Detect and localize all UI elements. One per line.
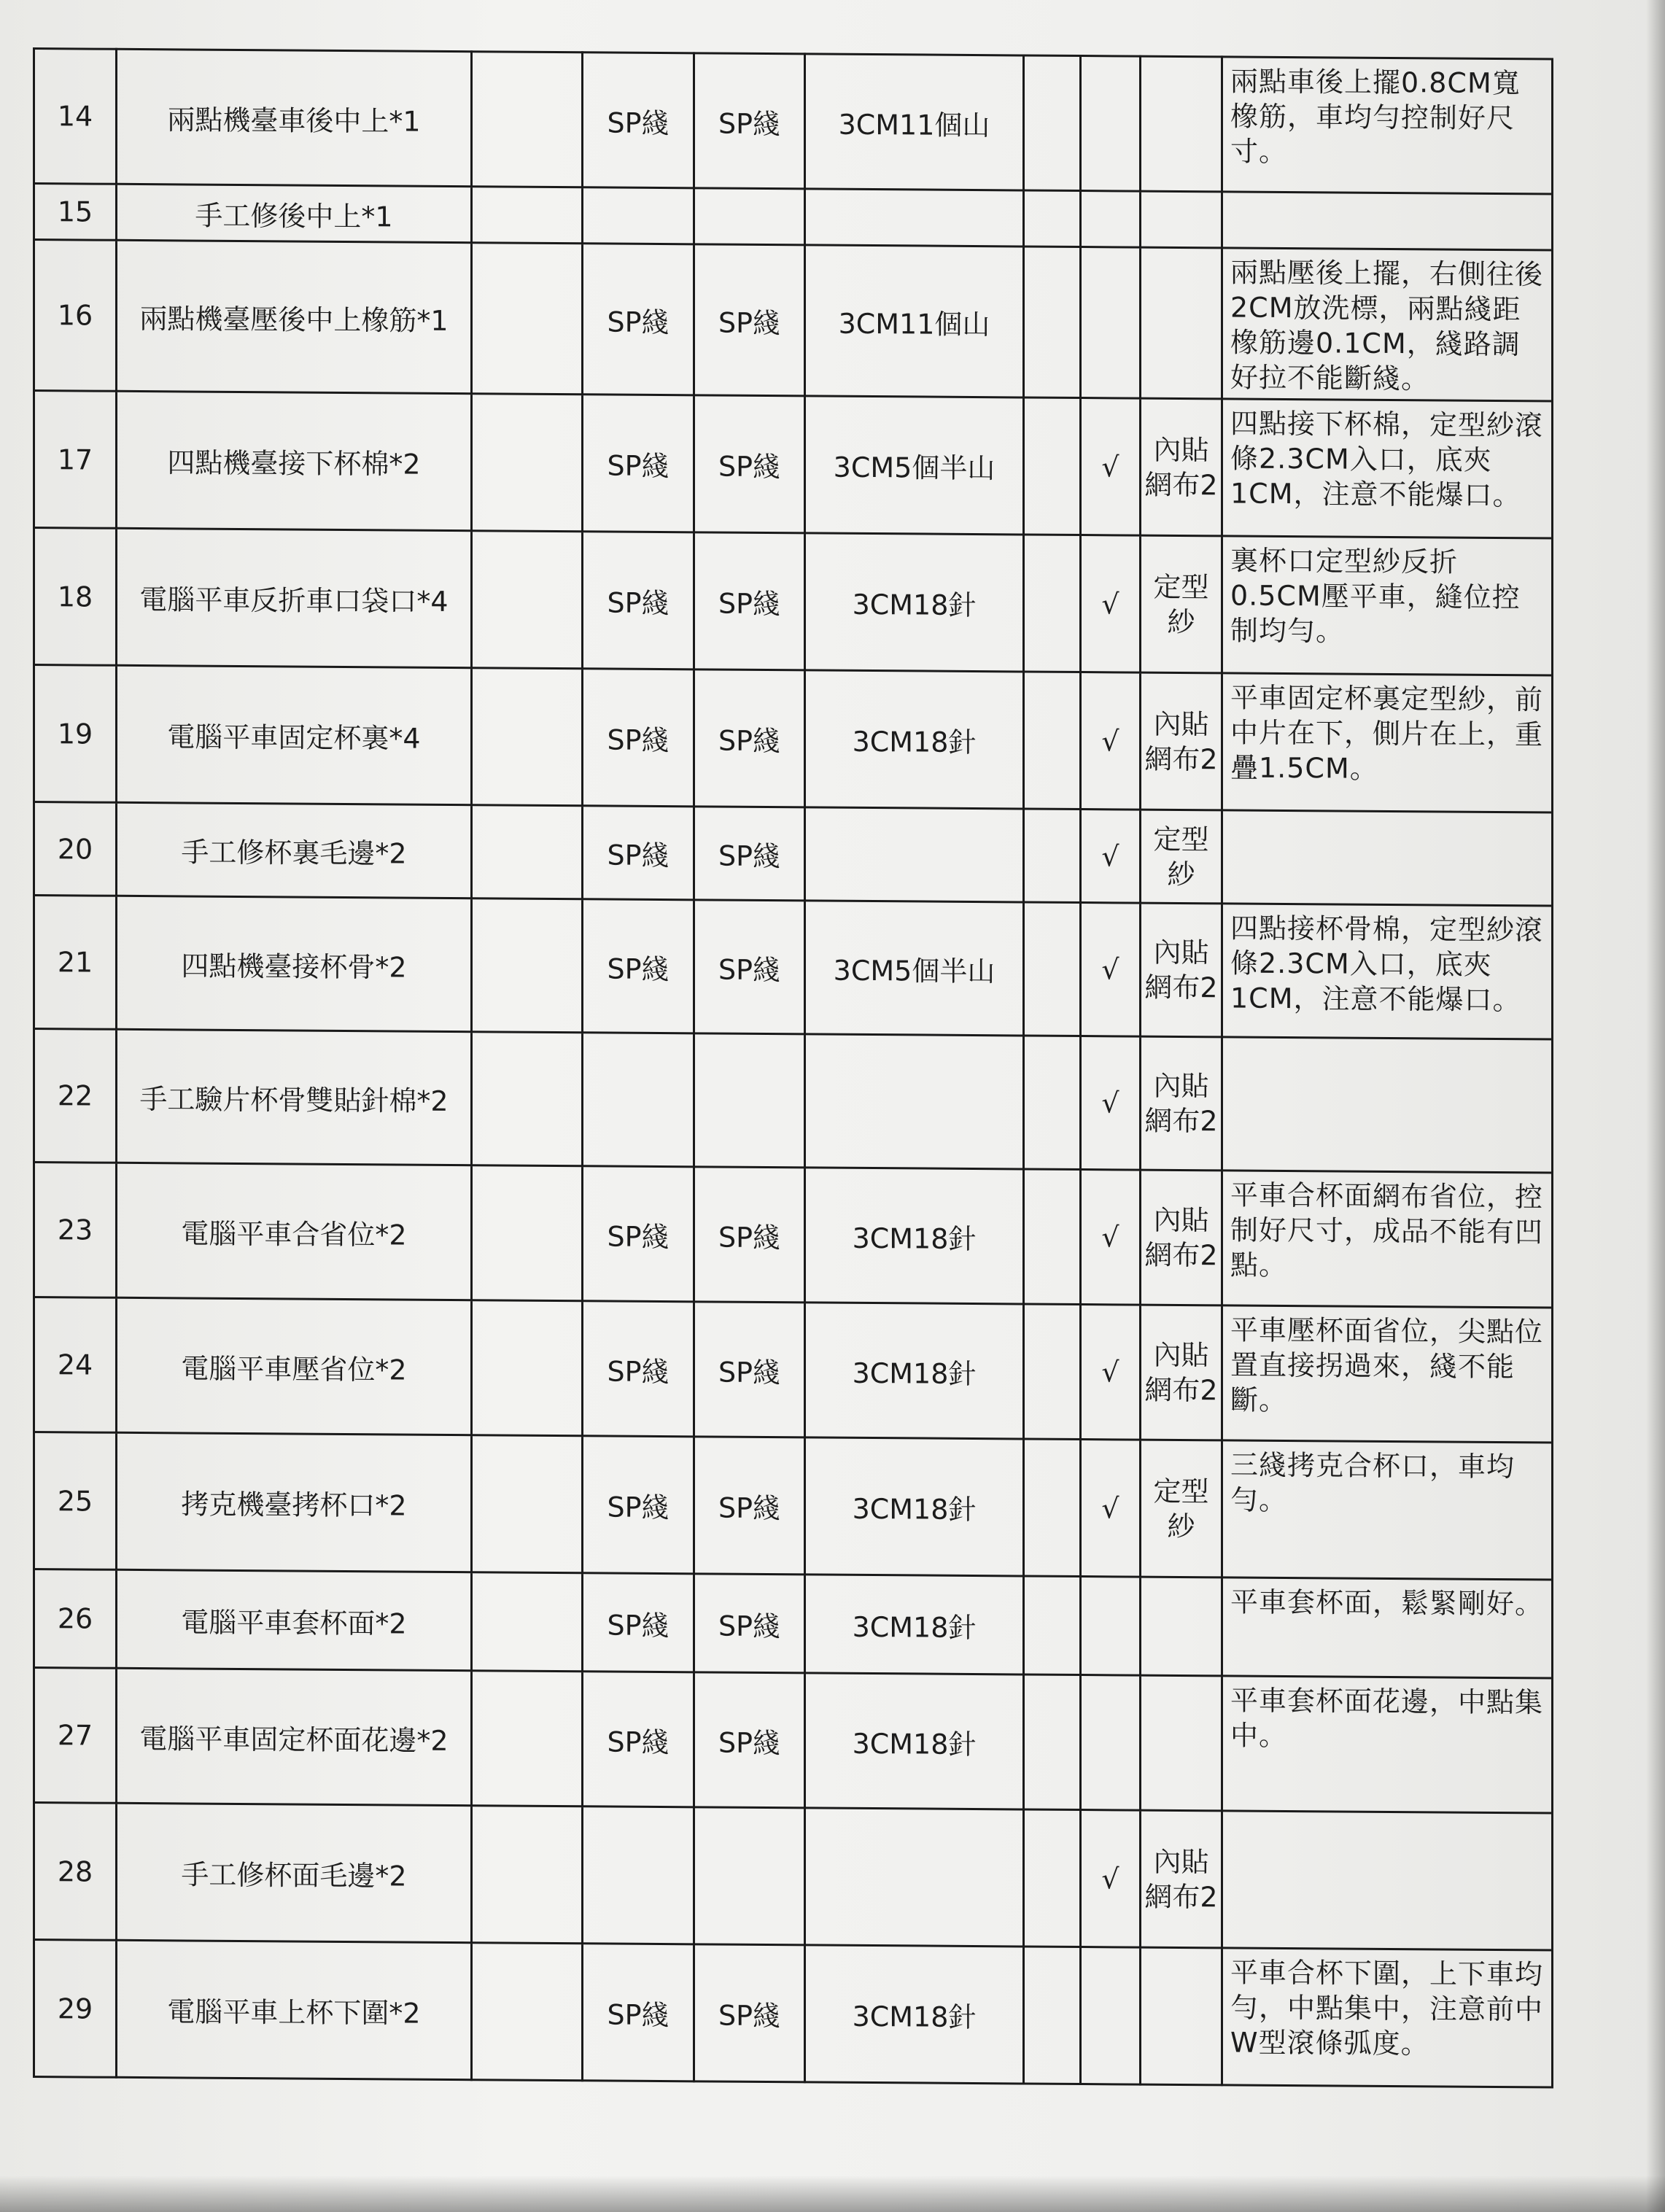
operation-name: 電腦平車上杯下圍*2: [117, 1940, 472, 2079]
table-row: [34, 1029, 1553, 1173]
operation-name: 電腦平車套杯面*2: [117, 1569, 472, 1670]
material: [1141, 1577, 1222, 1676]
blank-cell: [472, 1032, 583, 1166]
operation-name: 電腦平車固定杯裏*4: [117, 665, 472, 804]
table-row: [34, 896, 1553, 1040]
check-mark: [1081, 1947, 1141, 2085]
operation-name: 兩點機臺車後中上*1: [117, 49, 472, 186]
table-row: [34, 184, 1553, 251]
process-note: 平車合杯下圍，上下車均勻，中點集中，注意前中W型滾條弧度。: [1222, 1948, 1553, 2087]
blank-cell: [1024, 809, 1081, 903]
blank-cell: [472, 1572, 583, 1672]
blank-cell: [1024, 1809, 1081, 1947]
thread-b: [694, 188, 805, 245]
blank-cell: [1024, 902, 1081, 1036]
material: 內貼網布2: [1141, 1170, 1222, 1305]
blank-cell: [472, 531, 583, 669]
thread-b: SP綫: [694, 53, 805, 189]
table-row: [34, 1668, 1553, 1814]
material: 定型紗: [1141, 535, 1222, 673]
stitch-spec: 3CM11個山: [805, 245, 1024, 397]
thread-a: SP綫: [583, 669, 694, 807]
check-mark: [1081, 56, 1141, 192]
operation-name: 手工修杯面毛邊*2: [117, 1803, 472, 1942]
thread-a: [583, 187, 694, 244]
row-number: 16: [34, 240, 117, 392]
process-note: 四點接下杯棉，定型紗滾條2.3CM入口，底夾1CM，注意不能爆口。: [1222, 399, 1553, 538]
thread-a: SP綫: [583, 806, 694, 900]
table-row: [34, 528, 1553, 676]
thread-b: SP綫: [694, 244, 805, 396]
blank-cell: [1024, 397, 1081, 535]
row-number: 26: [34, 1569, 117, 1669]
process-note: 平車套杯面花邊，中點集中。: [1222, 1676, 1553, 1813]
stitch-spec: [805, 189, 1024, 247]
table-row: [34, 391, 1553, 539]
blank-cell: [472, 1435, 583, 1573]
thread-a: SP綫: [583, 1573, 694, 1672]
blank-cell: [1024, 1674, 1081, 1810]
check-mark: [1081, 191, 1141, 248]
row-number: 19: [34, 665, 117, 803]
row-number: 23: [34, 1163, 117, 1298]
thread-a: [583, 1807, 694, 1944]
check-mark: √: [1081, 1036, 1141, 1171]
process-note: [1222, 1037, 1553, 1173]
blank-cell: [472, 1806, 583, 1944]
operation-name: 電腦平車固定杯面花邊*2: [117, 1668, 472, 1805]
thread-b: [694, 1033, 805, 1168]
thread-a: SP綫: [583, 1436, 694, 1574]
thread-a: SP綫: [583, 899, 694, 1033]
material: 定型紗: [1141, 810, 1222, 904]
blank-cell: [1024, 1947, 1081, 2084]
table-row: [34, 1940, 1553, 2088]
row-number: 18: [34, 528, 117, 666]
thread-a: SP綫: [583, 1672, 694, 1807]
check-mark: √: [1081, 672, 1141, 810]
thread-a: SP綫: [583, 532, 694, 670]
table-row: [34, 240, 1553, 402]
check-mark: [1081, 1675, 1141, 1811]
stitch-spec: 3CM18針: [805, 1303, 1024, 1439]
blank-cell: [472, 1300, 583, 1436]
material: [1141, 1947, 1222, 2085]
stitch-spec: 3CM18針: [805, 670, 1024, 809]
operation-name: 手工驗片杯骨雙貼針棉*2: [117, 1029, 472, 1165]
table-row: [34, 802, 1553, 907]
table-row: [34, 1432, 1553, 1580]
operation-name: 拷克機臺拷杯口*2: [117, 1432, 472, 1572]
row-number: 22: [34, 1029, 117, 1163]
thread-a: SP綫: [583, 1301, 694, 1437]
check-mark: [1081, 1577, 1141, 1676]
row-number: 15: [34, 184, 117, 241]
process-note: 兩點壓後上擺，右側往後2CM放洗標，兩點綫距橡筋邊0.1CM，綫路調好拉不能斷綫。: [1222, 248, 1553, 401]
process-note: [1222, 1811, 1553, 1950]
process-note: 裏杯口定型紗反折0.5CM壓平車，縫位控制均勻。: [1222, 536, 1553, 675]
row-number: 25: [34, 1432, 117, 1570]
blank-cell: [472, 805, 583, 899]
blank-cell: [472, 243, 583, 395]
table-row: [34, 1163, 1553, 1308]
row-number: 28: [34, 1803, 117, 1941]
stitch-spec: 3CM5個半山: [805, 396, 1024, 535]
stitch-spec: 3CM5個半山: [805, 901, 1024, 1036]
material: [1141, 191, 1222, 248]
stitch-spec: 3CM18針: [805, 1575, 1024, 1674]
blank-cell: [472, 52, 583, 187]
stitch-spec: [805, 1034, 1024, 1169]
page-bottom-shadow: [0, 2176, 1665, 2212]
process-note: 平車壓杯面省位，尖點位置直接拐過來，綫不能斷。: [1222, 1305, 1553, 1443]
check-mark: √: [1081, 810, 1141, 904]
blank-cell: [472, 1943, 583, 2081]
check-mark: √: [1081, 1440, 1141, 1577]
stitch-spec: 3CM18針: [805, 1673, 1024, 1809]
thread-b: SP綫: [694, 1672, 805, 1808]
row-number: 17: [34, 391, 117, 529]
process-note: 四點接杯骨棉，定型紗滾條2.3CM入口，底夾1CM，注意不能爆口。: [1222, 904, 1553, 1039]
material: 內貼網布2: [1141, 903, 1222, 1037]
blank-cell: [1024, 1304, 1081, 1440]
check-mark: [1081, 247, 1141, 399]
process-note: 三綫拷克合杯口，車均勻。: [1222, 1440, 1553, 1580]
operation-name: 手工修杯裏毛邊*2: [117, 802, 472, 898]
operation-name: 四點機臺接下杯棉*2: [117, 391, 472, 530]
operation-name: 手工修後中上*1: [117, 184, 472, 242]
blank-cell: [472, 1671, 583, 1807]
thread-a: SP綫: [583, 244, 694, 395]
row-number: 20: [34, 802, 117, 896]
check-mark: √: [1081, 1305, 1141, 1440]
process-note: [1222, 810, 1553, 906]
row-number: 21: [34, 896, 117, 1030]
operation-name: 電腦平車合省位*2: [117, 1163, 472, 1300]
blank-cell: [472, 394, 583, 532]
material: [1141, 56, 1222, 192]
material: [1141, 247, 1222, 399]
blank-cell: [1024, 1439, 1081, 1577]
blank-cell: [1024, 190, 1081, 247]
blank-cell: [1024, 535, 1081, 672]
row-number: 14: [34, 49, 117, 185]
thread-a: SP綫: [583, 1944, 694, 2081]
thread-b: [694, 1807, 805, 1945]
process-note: 平車套杯面，鬆緊剛好。: [1222, 1577, 1553, 1678]
material: 定型紗: [1141, 1440, 1222, 1577]
sewing-process-table: [33, 47, 1553, 2089]
table-row: [34, 49, 1553, 195]
blank-cell: [1024, 1169, 1081, 1305]
table-row: [34, 1803, 1553, 1951]
blank-cell: [1024, 55, 1081, 191]
blank-cell: [472, 187, 583, 244]
stitch-spec: 3CM18針: [805, 1168, 1024, 1304]
operation-name: 電腦平車壓省位*2: [117, 1297, 472, 1435]
page-edge-shadow: [1646, 0, 1665, 2212]
operation-name: 電腦平車反折車口袋口*4: [117, 528, 472, 667]
blank-cell: [472, 668, 583, 806]
thread-b: SP綫: [694, 670, 805, 807]
operation-name: 兩點機臺壓後中上橡筋*1: [117, 240, 472, 393]
row-number: 24: [34, 1297, 117, 1433]
process-note: 平車固定杯裏定型紗，前中片在下，側片在上，重疊1.5CM。: [1222, 673, 1553, 812]
material: 內貼網布2: [1141, 1810, 1222, 1948]
process-note: 平車合杯面網布省位，控制好尺寸，成品不能有凹點。: [1222, 1171, 1553, 1308]
stitch-spec: 3CM11個山: [805, 54, 1024, 190]
row-number: 29: [34, 1940, 117, 2078]
material: 內貼網布2: [1141, 1305, 1222, 1440]
stitch-spec: 3CM18針: [805, 1437, 1024, 1576]
thread-a: [583, 1033, 694, 1167]
check-mark: √: [1081, 398, 1141, 536]
thread-b: SP綫: [694, 807, 805, 901]
material: [1141, 1675, 1222, 1811]
table-row: [34, 665, 1553, 813]
table-row: [34, 1569, 1553, 1679]
operation-name: 四點機臺接杯骨*2: [117, 896, 472, 1031]
thread-b: SP綫: [694, 395, 805, 533]
thread-b: SP綫: [694, 1302, 805, 1437]
thread-a: SP綫: [583, 53, 694, 188]
blank-cell: [1024, 247, 1081, 398]
thread-a: SP綫: [583, 1166, 694, 1302]
thread-b: SP綫: [694, 1167, 805, 1303]
stitch-spec: 3CM18針: [805, 533, 1024, 672]
stitch-spec: [805, 1808, 1024, 1947]
check-mark: √: [1081, 903, 1141, 1037]
thread-b: SP綫: [694, 1574, 805, 1673]
material: 內貼網布2: [1141, 672, 1222, 810]
stitch-spec: [805, 807, 1024, 902]
blank-cell: [1024, 1576, 1081, 1675]
blank-cell: [472, 899, 583, 1033]
material: 內貼網布2: [1141, 398, 1222, 536]
check-mark: √: [1081, 535, 1141, 673]
row-number: 27: [34, 1668, 117, 1804]
thread-b: SP綫: [694, 532, 805, 670]
check-mark: √: [1081, 1170, 1141, 1305]
blank-cell: [1024, 672, 1081, 810]
blank-cell: [1024, 1036, 1081, 1170]
blank-cell: [472, 1165, 583, 1301]
process-note: 兩點車後上擺0.8CM寬橡筋，車均勻控制好尺寸。: [1222, 57, 1553, 194]
stitch-spec: 3CM18針: [805, 1945, 1024, 2084]
thread-a: SP綫: [583, 395, 694, 532]
table-row: [34, 1297, 1553, 1443]
thread-b: SP綫: [694, 1944, 805, 2082]
thread-b: SP綫: [694, 1437, 805, 1575]
material: 內貼網布2: [1141, 1036, 1222, 1171]
process-note: [1222, 192, 1553, 250]
check-mark: √: [1081, 1810, 1141, 1948]
thread-b: SP綫: [694, 900, 805, 1034]
